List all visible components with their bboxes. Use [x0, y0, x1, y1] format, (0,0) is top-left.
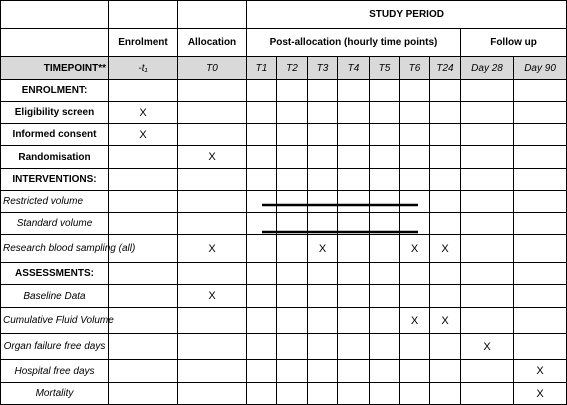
- empty-cell: [308, 146, 338, 169]
- timepoint-t24: T24: [430, 57, 461, 80]
- empty-cell: [400, 146, 430, 169]
- mark-x: X: [400, 308, 430, 334]
- empty-cell: [247, 213, 277, 235]
- empty-cell: [308, 213, 338, 235]
- empty-cell: [109, 263, 178, 285]
- empty-cell: [370, 213, 400, 235]
- empty-cell: [370, 235, 400, 263]
- label-restricted: Restricted volume: [1, 191, 109, 213]
- empty-cell: [370, 124, 400, 146]
- empty-cell: [514, 124, 567, 146]
- timepoint-row: [1, 57, 567, 80]
- empty-cell: [514, 235, 567, 263]
- row-consent: [1, 124, 567, 146]
- empty-cell: [461, 213, 514, 235]
- section-enrolment: ENROLMENT:: [1, 80, 109, 102]
- empty-cell: [178, 169, 247, 191]
- empty-cell: [461, 102, 514, 124]
- mark-x: X: [430, 235, 461, 263]
- empty-cell: [277, 360, 308, 383]
- empty-cell: [430, 124, 461, 146]
- empty-cell: [461, 263, 514, 285]
- empty-cell: [461, 308, 514, 334]
- empty-cell: [178, 191, 247, 213]
- empty-cell: [247, 285, 277, 308]
- empty-cell: [370, 383, 400, 405]
- empty-cell: [338, 235, 370, 263]
- empty-cell: [308, 124, 338, 146]
- empty-cell: [338, 80, 370, 102]
- row-standard: [1, 213, 567, 235]
- timepoint-t2: T2: [277, 57, 308, 80]
- empty-cell: [308, 191, 338, 213]
- empty-cell: [370, 334, 400, 360]
- empty-cell: [308, 285, 338, 308]
- timepoint-enrol: -t₁: [109, 57, 178, 80]
- empty-cell: [338, 263, 370, 285]
- empty-cell: [370, 80, 400, 102]
- empty-cell: [514, 102, 567, 124]
- empty-cell: [178, 124, 247, 146]
- label-baseline: Baseline Data: [1, 285, 109, 308]
- label-eligibility: Eligibility screen: [1, 102, 109, 124]
- empty-cell: [461, 360, 514, 383]
- empty-cell: [400, 124, 430, 146]
- empty-cell: [370, 102, 400, 124]
- empty-cell: [430, 80, 461, 102]
- empty-cell: [247, 383, 277, 405]
- empty-cell: [400, 334, 430, 360]
- empty-cell: [514, 213, 567, 235]
- empty-cell: [1, 29, 109, 57]
- empty-cell: [461, 383, 514, 405]
- mark-x: X: [109, 124, 178, 146]
- label-standard: Standard volume: [1, 213, 109, 235]
- empty-cell: [461, 235, 514, 263]
- empty-cell: [514, 308, 567, 334]
- timepoint-label: TIMEPOINT**: [1, 57, 109, 80]
- empty-cell: [400, 80, 430, 102]
- empty-cell: [461, 80, 514, 102]
- empty-cell: [370, 360, 400, 383]
- empty-cell: [247, 169, 277, 191]
- label-mortality: Mortality: [1, 383, 109, 405]
- timepoint-t4: T4: [338, 57, 370, 80]
- empty-cell: [338, 169, 370, 191]
- timepoint-t1: T1: [247, 57, 277, 80]
- empty-cell: [370, 169, 400, 191]
- empty-cell: [308, 169, 338, 191]
- mark-x: X: [430, 308, 461, 334]
- empty-cell: [400, 360, 430, 383]
- section-interventions: INTERVENTIONS:: [1, 169, 109, 191]
- empty-cell: [338, 308, 370, 334]
- empty-cell: [109, 191, 178, 213]
- empty-cell: [109, 1, 178, 29]
- empty-cell: [178, 360, 247, 383]
- empty-cell: [370, 191, 400, 213]
- empty-cell: [109, 285, 178, 308]
- mark-x: X: [109, 102, 178, 124]
- empty-cell: [247, 191, 277, 213]
- empty-cell: [109, 334, 178, 360]
- empty-cell: [247, 146, 277, 169]
- empty-cell: [514, 191, 567, 213]
- empty-cell: [277, 334, 308, 360]
- empty-cell: [430, 191, 461, 213]
- empty-cell: [178, 1, 247, 29]
- empty-cell: [338, 191, 370, 213]
- header-row-study: [1, 1, 567, 29]
- empty-cell: [308, 263, 338, 285]
- timepoint-day28: Day 28: [461, 57, 514, 80]
- section-row-enrolment: [1, 80, 567, 102]
- empty-cell: [109, 360, 178, 383]
- section-assessments: ASSESSMENTS:: [1, 263, 109, 285]
- empty-cell: [338, 124, 370, 146]
- empty-cell: [430, 146, 461, 169]
- label-cumulative-fluid: Cumulative Fluid Volume: [1, 308, 109, 334]
- empty-cell: [370, 146, 400, 169]
- mark-x: X: [514, 360, 567, 383]
- section-row-assessments: [1, 263, 567, 285]
- row-organ-failure: [1, 334, 567, 360]
- empty-cell: [247, 360, 277, 383]
- empty-cell: [400, 285, 430, 308]
- empty-cell: [400, 383, 430, 405]
- empty-cell: [514, 334, 567, 360]
- timepoint-t3: T3: [308, 57, 338, 80]
- group-allocation: Allocation: [178, 29, 247, 57]
- empty-cell: [178, 334, 247, 360]
- study-period-header: STUDY PERIOD: [247, 1, 567, 29]
- row-hospital-free: [1, 360, 567, 383]
- mark-x: X: [178, 285, 247, 308]
- mark-x: X: [178, 146, 247, 169]
- empty-cell: [109, 80, 178, 102]
- empty-cell: [338, 285, 370, 308]
- empty-cell: [178, 383, 247, 405]
- empty-cell: [109, 383, 178, 405]
- empty-cell: [178, 102, 247, 124]
- empty-cell: [461, 124, 514, 146]
- timepoint-t5: T5: [370, 57, 400, 80]
- group-post-allocation: Post-allocation (hourly time points): [247, 29, 461, 57]
- label-hospital-free: Hospital free days: [1, 360, 109, 383]
- label-research-blood: Research blood sampling (all): [1, 235, 109, 263]
- empty-cell: [277, 169, 308, 191]
- label-randomisation: Randomisation: [1, 146, 109, 169]
- empty-cell: [400, 169, 430, 191]
- empty-cell: [277, 383, 308, 405]
- row-randomisation: [1, 146, 567, 169]
- empty-cell: [277, 285, 308, 308]
- empty-cell: [1, 1, 109, 29]
- label-consent: Informed consent: [1, 124, 109, 146]
- empty-cell: [461, 146, 514, 169]
- empty-cell: [109, 169, 178, 191]
- row-eligibility: [1, 102, 567, 124]
- empty-cell: [277, 80, 308, 102]
- empty-cell: [400, 213, 430, 235]
- timepoint-day90: Day 90: [514, 57, 567, 80]
- empty-cell: [308, 102, 338, 124]
- empty-cell: [178, 80, 247, 102]
- empty-cell: [430, 263, 461, 285]
- empty-cell: [109, 213, 178, 235]
- empty-cell: [338, 383, 370, 405]
- empty-cell: [461, 191, 514, 213]
- empty-cell: [277, 263, 308, 285]
- empty-cell: [338, 146, 370, 169]
- empty-cell: [370, 308, 400, 334]
- group-follow-up: Follow up: [461, 29, 567, 57]
- label-organ-failure: Organ failure free days: [1, 334, 109, 360]
- empty-cell: [277, 213, 308, 235]
- empty-cell: [308, 360, 338, 383]
- empty-cell: [178, 263, 247, 285]
- empty-cell: [308, 334, 338, 360]
- empty-cell: [430, 213, 461, 235]
- empty-cell: [277, 146, 308, 169]
- empty-cell: [430, 334, 461, 360]
- empty-cell: [277, 191, 308, 213]
- empty-cell: [247, 102, 277, 124]
- group-enrolment: Enrolment: [109, 29, 178, 57]
- row-mortality: [1, 383, 567, 405]
- row-research-blood: [1, 235, 567, 263]
- empty-cell: [308, 308, 338, 334]
- header-row-groups: [1, 29, 567, 57]
- empty-cell: [277, 102, 308, 124]
- empty-cell: [308, 80, 338, 102]
- empty-cell: [178, 308, 247, 334]
- row-restricted: [1, 191, 567, 213]
- empty-cell: [461, 285, 514, 308]
- empty-cell: [247, 263, 277, 285]
- empty-cell: [338, 102, 370, 124]
- empty-cell: [430, 169, 461, 191]
- empty-cell: [514, 80, 567, 102]
- empty-cell: [109, 146, 178, 169]
- empty-cell: [430, 360, 461, 383]
- empty-cell: [338, 213, 370, 235]
- empty-cell: [247, 124, 277, 146]
- empty-cell: [400, 263, 430, 285]
- section-row-interventions: [1, 169, 567, 191]
- empty-cell: [370, 285, 400, 308]
- empty-cell: [277, 308, 308, 334]
- mark-x: X: [178, 235, 247, 263]
- empty-cell: [514, 146, 567, 169]
- empty-cell: [178, 213, 247, 235]
- empty-cell: [109, 308, 178, 334]
- empty-cell: [308, 383, 338, 405]
- empty-cell: [400, 102, 430, 124]
- empty-cell: [514, 285, 567, 308]
- mark-x: X: [400, 235, 430, 263]
- mark-x: X: [308, 235, 338, 263]
- row-baseline: [1, 285, 567, 308]
- empty-cell: [247, 80, 277, 102]
- row-cumulative-fluid: [1, 308, 567, 334]
- empty-cell: [461, 169, 514, 191]
- empty-cell: [247, 308, 277, 334]
- empty-cell: [338, 334, 370, 360]
- empty-cell: [430, 285, 461, 308]
- timepoint-t6: T6: [400, 57, 430, 80]
- empty-cell: [430, 383, 461, 405]
- empty-cell: [338, 360, 370, 383]
- mark-x: X: [461, 334, 514, 360]
- timepoint-t0: T0: [178, 57, 247, 80]
- empty-cell: [247, 235, 277, 263]
- empty-cell: [277, 124, 308, 146]
- mark-x: X: [514, 383, 567, 405]
- empty-cell: [370, 263, 400, 285]
- empty-cell: [514, 169, 567, 191]
- empty-cell: [247, 334, 277, 360]
- empty-cell: [277, 235, 308, 263]
- empty-cell: [430, 102, 461, 124]
- empty-cell: [400, 191, 430, 213]
- empty-cell: [514, 263, 567, 285]
